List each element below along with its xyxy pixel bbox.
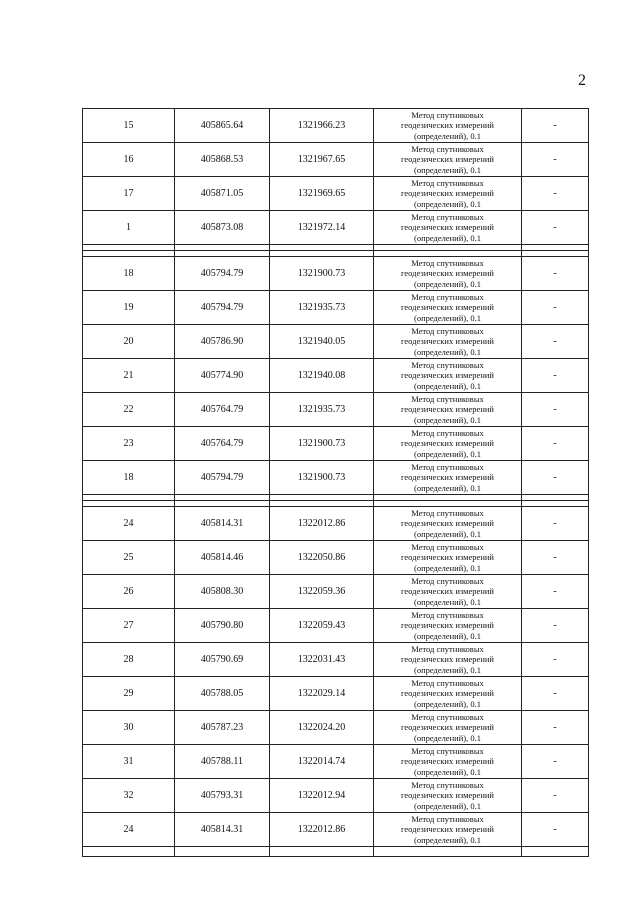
note-cell: - [522,813,589,847]
y-coordinate-cell: 1321966.23 [270,109,374,143]
note-cell: - [522,177,589,211]
y-coordinate-cell: 1322012.86 [270,507,374,541]
method-cell [374,745,522,779]
y-coordinate-cell: 1321940.05 [270,325,374,359]
method-line: Метод спутниковых [411,643,484,654]
point-number-cell: 20 [83,325,175,359]
method-line: Метод спутниковых [411,325,484,336]
method-line: Метод спутниковых [411,177,484,188]
method-line: (определений), 0.1 [413,312,481,323]
x-coordinate-cell: 405873.08 [175,211,270,245]
table-row [83,677,589,711]
method-line: (определений), 0.1 [413,164,481,175]
note-cell: - [522,461,589,495]
y-coordinate-cell: 1322012.94 [270,779,374,813]
x-coordinate-cell: 405794.79 [175,291,270,325]
method-cell [374,677,522,711]
y-coordinate-cell: 1322031.43 [270,643,374,677]
note-cell: - [522,143,589,177]
table-row [83,109,589,143]
note-cell: - [522,291,589,325]
y-coordinate-cell: 1321935.73 [270,291,374,325]
note-cell: - [522,677,589,711]
table-row [83,643,589,677]
method-line: (определений), 0.1 [413,232,481,243]
method-line: (определений), 0.1 [413,414,481,425]
method-line: (определений), 0.1 [413,380,481,391]
table-row [83,177,589,211]
method-line: Метод спутниковых [411,109,484,120]
point-number-cell: 32 [83,779,175,813]
y-coordinate-cell: 1321900.73 [270,461,374,495]
x-coordinate-cell: 405814.31 [175,507,270,541]
table-row [83,461,589,495]
point-number-cell: 28 [83,643,175,677]
note-cell: - [522,643,589,677]
method-cell [374,609,522,643]
x-coordinate-cell: 405786.90 [175,325,270,359]
method-line: геодезических измерений [401,552,494,563]
y-coordinate-cell: 1322024.20 [270,711,374,745]
method-cell [374,575,522,609]
method-line: геодезических измерений [401,654,494,665]
y-coordinate-cell: 1321940.08 [270,359,374,393]
method-line: геодезических измерений [401,438,494,449]
x-coordinate-cell: 405793.31 [175,779,270,813]
table-row [83,143,589,177]
method-line: Метод спутниковых [411,507,484,518]
method-cell [374,211,522,245]
point-number-cell: 22 [83,393,175,427]
method-line: Метод спутниковых [411,393,484,404]
method-cell [374,257,522,291]
method-line: Метод спутниковых [411,677,484,688]
method-cell [374,779,522,813]
method-line: геодезических измерений [401,472,494,483]
method-line: геодезических измерений [401,824,494,835]
empty-cell [175,847,270,857]
point-number-cell: 18 [83,257,175,291]
y-coordinate-cell: 1322029.14 [270,677,374,711]
method-line: (определений), 0.1 [413,198,481,209]
y-coordinate-cell: 1321935.73 [270,393,374,427]
x-coordinate-cell: 405764.79 [175,393,270,427]
point-number-cell: 29 [83,677,175,711]
x-coordinate-cell: 405790.69 [175,643,270,677]
method-cell [374,507,522,541]
method-line: геодезических измерений [401,336,494,347]
method-line: геодезических измерений [401,790,494,801]
note-cell: - [522,325,589,359]
y-coordinate-cell: 1322059.36 [270,575,374,609]
method-cell [374,461,522,495]
method-line: (определений), 0.1 [413,448,481,459]
x-coordinate-cell: 405808.30 [175,575,270,609]
table-row [83,609,589,643]
method-cell [374,143,522,177]
y-coordinate-cell: 1321972.14 [270,211,374,245]
method-cell [374,359,522,393]
method-line: (определений), 0.1 [413,130,481,141]
point-number-cell: 30 [83,711,175,745]
method-line: геодезических измерений [401,620,494,631]
x-coordinate-cell: 405814.46 [175,541,270,575]
method-cell [374,393,522,427]
method-line: (определений), 0.1 [413,528,481,539]
method-line: геодезических измерений [401,756,494,767]
y-coordinate-cell: 1321900.73 [270,427,374,461]
method-line: геодезических измерений [401,722,494,733]
table-row [83,325,589,359]
method-line: Метод спутниковых [411,291,484,302]
x-coordinate-cell: 405794.79 [175,461,270,495]
method-line: геодезических измерений [401,586,494,597]
point-number-cell: 21 [83,359,175,393]
separator-row [83,847,589,857]
point-number-cell: 24 [83,507,175,541]
note-cell: - [522,609,589,643]
empty-cell [374,847,522,857]
method-line: Метод спутниковых [411,427,484,438]
table-row [83,257,589,291]
x-coordinate-cell: 405788.05 [175,677,270,711]
point-number-cell: 18 [83,461,175,495]
x-coordinate-cell: 405865.64 [175,109,270,143]
method-line: (определений), 0.1 [413,732,481,743]
point-number-cell: 24 [83,813,175,847]
method-line: геодезических измерений [401,518,494,529]
point-number-cell: 1 [83,211,175,245]
table-row [83,575,589,609]
method-line: Метод спутниковых [411,745,484,756]
method-cell [374,541,522,575]
method-line: Метод спутниковых [411,711,484,722]
table-row [83,291,589,325]
y-coordinate-cell: 1321967.65 [270,143,374,177]
method-line: геодезических измерений [401,404,494,415]
x-coordinate-cell: 405868.53 [175,143,270,177]
table-row [83,541,589,575]
point-number-cell: 26 [83,575,175,609]
method-cell [374,177,522,211]
table-row [83,779,589,813]
page-number: 2 [578,72,586,89]
method-line: геодезических измерений [401,268,494,279]
y-coordinate-cell: 1321900.73 [270,257,374,291]
method-line: Метод спутниковых [411,575,484,586]
point-number-cell: 25 [83,541,175,575]
x-coordinate-cell: 405871.05 [175,177,270,211]
method-cell [374,813,522,847]
method-line: (определений), 0.1 [413,766,481,777]
table-row [83,359,589,393]
method-line: (определений), 0.1 [413,800,481,811]
table-row [83,813,589,847]
method-line: геодезических измерений [401,302,494,313]
note-cell: - [522,711,589,745]
note-cell: - [522,745,589,779]
method-line: геодезических измерений [401,370,494,381]
empty-cell [83,847,175,857]
note-cell: - [522,427,589,461]
point-number-cell: 27 [83,609,175,643]
method-line: Метод спутниковых [411,813,484,824]
method-cell [374,643,522,677]
method-line: Метод спутниковых [411,143,484,154]
method-line: (определений), 0.1 [413,834,481,845]
y-coordinate-cell: 1322012.86 [270,813,374,847]
method-line: (определений), 0.1 [413,596,481,607]
method-line: геодезических измерений [401,688,494,699]
coordinates-table [82,108,589,857]
note-cell: - [522,541,589,575]
coordinates-table-body [83,109,589,857]
x-coordinate-cell: 405794.79 [175,257,270,291]
method-line: геодезических измерений [401,188,494,199]
y-coordinate-cell: 1322050.86 [270,541,374,575]
method-cell [374,427,522,461]
method-line: (определений), 0.1 [413,562,481,573]
method-line: Метод спутниковых [411,609,484,620]
method-line: Метод спутниковых [411,359,484,370]
method-line: Метод спутниковых [411,461,484,472]
method-cell [374,325,522,359]
x-coordinate-cell: 405787.23 [175,711,270,745]
note-cell: - [522,109,589,143]
method-line: геодезических измерений [401,120,494,131]
point-number-cell: 16 [83,143,175,177]
method-line: (определений), 0.1 [413,630,481,641]
y-coordinate-cell: 1322059.43 [270,609,374,643]
point-number-cell: 31 [83,745,175,779]
method-cell [374,711,522,745]
table-row [83,745,589,779]
table-row [83,427,589,461]
table-row [83,393,589,427]
method-line: (определений), 0.1 [413,482,481,493]
point-number-cell: 17 [83,177,175,211]
method-line: (определений), 0.1 [413,278,481,289]
y-coordinate-cell: 1322014.74 [270,745,374,779]
method-line: (определений), 0.1 [413,698,481,709]
method-line: геодезических измерений [401,154,494,165]
table-row [83,211,589,245]
y-coordinate-cell: 1321969.65 [270,177,374,211]
note-cell: - [522,211,589,245]
x-coordinate-cell: 405764.79 [175,427,270,461]
x-coordinate-cell: 405790.80 [175,609,270,643]
note-cell: - [522,257,589,291]
method-line: Метод спутниковых [411,541,484,552]
table-row [83,711,589,745]
note-cell: - [522,779,589,813]
point-number-cell: 15 [83,109,175,143]
note-cell: - [522,507,589,541]
x-coordinate-cell: 405788.11 [175,745,270,779]
x-coordinate-cell: 405814.31 [175,813,270,847]
x-coordinate-cell: 405774.90 [175,359,270,393]
empty-cell [522,847,589,857]
method-line: Метод спутниковых [411,257,484,268]
table-row [83,507,589,541]
method-line: (определений), 0.1 [413,664,481,675]
note-cell: - [522,393,589,427]
note-cell: - [522,575,589,609]
method-cell [374,291,522,325]
note-cell: - [522,359,589,393]
point-number-cell: 19 [83,291,175,325]
method-line: Метод спутниковых [411,779,484,790]
method-line: Метод спутниковых [411,211,484,222]
method-line: (определений), 0.1 [413,346,481,357]
point-number-cell: 23 [83,427,175,461]
method-cell [374,109,522,143]
method-line: геодезических измерений [401,222,494,233]
empty-cell [270,847,374,857]
